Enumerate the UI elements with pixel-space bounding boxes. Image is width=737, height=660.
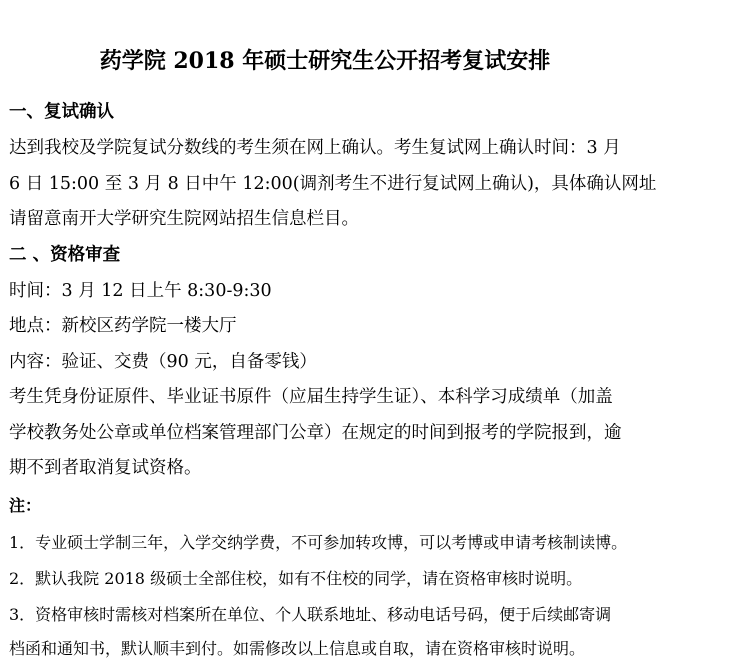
paragraph-line: 学校教务处公章或单位档案管理部门公章）在规定的时间到报考的学院报到，逾 [9,423,622,443]
paragraph-line: 期不到者取消复试资格。 [9,458,202,478]
paragraph-line: 考生凭身份证原件、毕业证书原件（应届生持学生证）、本科学习成绩单（加盖 [9,387,613,407]
paragraph-line: 6 日 15:00 至 3 月 8 日中午 12:00(调剂考生不进行复试网上确认)，具体确认网址 [9,174,657,194]
page-title: 药学院 2018 年硕士研究生公开招考复试安排 [99,48,551,74]
note-line: 档函和通知书，默认顺丰到付。如需修改以上信息或自取，请在资格审核时说明。 [9,639,586,658]
paragraph-line: 达到我校及学院复试分数线的考生须在网上确认。考生复试网上确认时间：3 月 [9,138,621,158]
note-line: 1．专业硕士学制三年，入学交纳学费，不可参加转攻博，可以考博或申请考核制读博。 [9,533,628,552]
review-content: 内容：验证、交费（90 元，自备零钱） [9,352,317,372]
note-line: 3．资格审核时需核对档案所在单位、个人联系地址、移动电话号码，便于后续邮寄调 [9,605,612,624]
paragraph-line: 请留意南开大学研究生院网站招生信息栏目。 [9,209,359,229]
note-line: 2．默认我院 2018 级硕士全部住校，如有不住校的同学，请在资格审核时说明。 [9,569,583,588]
section2-heading: 二 、资格审查 [9,245,121,265]
notes-heading: 注： [9,496,42,515]
review-time: 时间：3 月 12 日上午 8:30-9:30 [9,281,272,301]
section1-heading: 一、复试确认 [9,102,114,122]
review-place: 地点：新校区药学院一楼大厅 [9,316,237,336]
